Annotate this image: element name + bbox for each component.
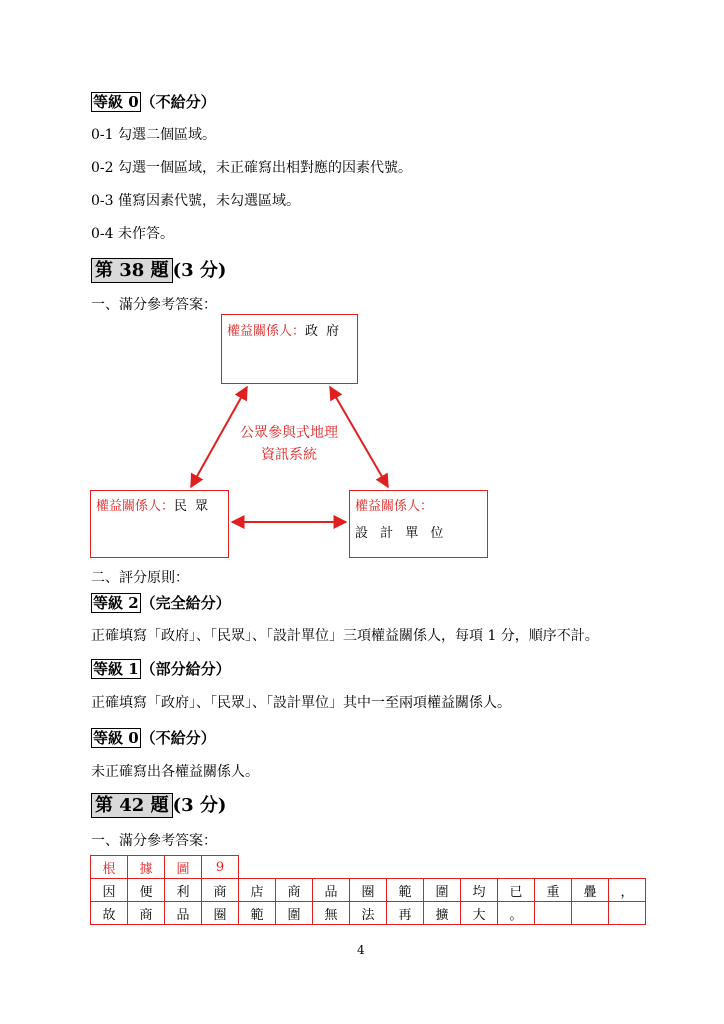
stakeholder-value: 設 計 單 位 [355,526,448,541]
grid-cell: 疊 [572,879,609,902]
grid-cell: 範 [387,879,424,902]
answer-heading: 一、滿分參考答案： [91,833,217,849]
grid-cell: 因 [91,879,128,902]
rules-heading: 二、評分原則： [91,570,189,586]
rule-0-2: 0-2 勾選一個區域，未正確寫出相對應的因素代號。 [91,160,412,176]
rule-0-4: 0-4 未作答。 [91,226,174,242]
grid-cell: 根 [91,856,128,879]
grid-cell: 店 [239,879,276,902]
level-0-text: 未正確寫出各權益關係人。 [91,764,259,780]
grid-cell: 故 [91,902,128,925]
grid-cell: 利 [165,879,202,902]
answer-grid [90,878,646,925]
level-box: 等級 0 [93,729,139,747]
level-desc: （不給分） [140,729,216,747]
answer-heading: 一、滿分參考答案： [91,297,217,313]
level-box: 等級 0 [93,93,139,111]
center-label: 公眾參與式地理 資訊系統 [240,425,338,463]
grid-cell: 圈 [350,879,387,902]
grid-cell: 商 [128,902,165,925]
stakeholder-label: 權益關係人： [96,499,175,514]
grid-cell: 圍 [424,879,461,902]
grid-cell: 便 [128,879,165,902]
grid-cell: 品 [313,879,350,902]
grid-cell: 。 [498,902,535,925]
level-2-text: 正確填寫「政府」、「民眾」、「設計單位」三項權益關係人，每項 1 分，順序不計。 [91,628,599,644]
grid-cell: 重 [535,879,572,902]
level-desc: （完全給分） [140,594,231,612]
stakeholder-box-design-unit [349,490,488,558]
grid-cell: 圈 [202,902,239,925]
rule-0-1: 0-1 勾選二個區域。 [91,127,216,143]
grid-cell: 品 [165,902,202,925]
grid-cell [572,902,609,925]
grid-cell: 範 [239,902,276,925]
stakeholder-label: 權益關係人： [355,499,434,514]
table-row [91,902,646,925]
level-0-heading [91,731,216,746]
rule-0-3: 0-3 僅寫因素代號，未勾選區域。 [91,193,300,209]
level-desc: （部分給分） [140,660,231,678]
question-number: 第 38 題 [91,258,173,283]
grid-cell: 據 [128,856,165,879]
grid-cell: 再 [387,902,424,925]
grid-cell: 商 [276,879,313,902]
grid-cell: 已 [498,879,535,902]
level-desc: （不給分） [140,93,216,111]
stakeholder-box-public [90,490,229,558]
stakeholder-label: 權益關係人： [227,324,306,339]
question-42-heading [91,797,226,815]
grid-cell: 圖 [165,856,202,879]
level-1-text: 正確填寫「政府」、「民眾」、「設計單位」其中一至兩項權益關係人。 [91,695,511,711]
stakeholder-value: 政 府 [305,324,342,339]
grid-cell: 均 [461,879,498,902]
level-box: 等級 1 [93,660,139,678]
grid-cell: ， [609,879,646,902]
table-row [91,879,646,902]
stakeholder-box-government [221,314,358,384]
page-number: 4 [357,943,365,957]
grid-cell: 法 [350,902,387,925]
grid-cell [609,902,646,925]
grid-cell: 9 [202,856,239,879]
question-points: (3 分) [172,260,227,281]
grid-cell: 擴 [424,902,461,925]
question-points: (3 分) [172,795,227,816]
level-1-heading [91,662,231,677]
stakeholder-value: 民 眾 [174,499,211,514]
question-number: 第 42 題 [91,793,173,818]
level-2-heading [91,596,231,611]
level-box: 等級 2 [93,594,139,612]
grid-cell: 無 [313,902,350,925]
grid-cell [535,902,572,925]
grid-cell: 商 [202,879,239,902]
answer-grid-header [90,855,239,879]
grid-cell: 圍 [276,902,313,925]
grid-cell: 大 [461,902,498,925]
